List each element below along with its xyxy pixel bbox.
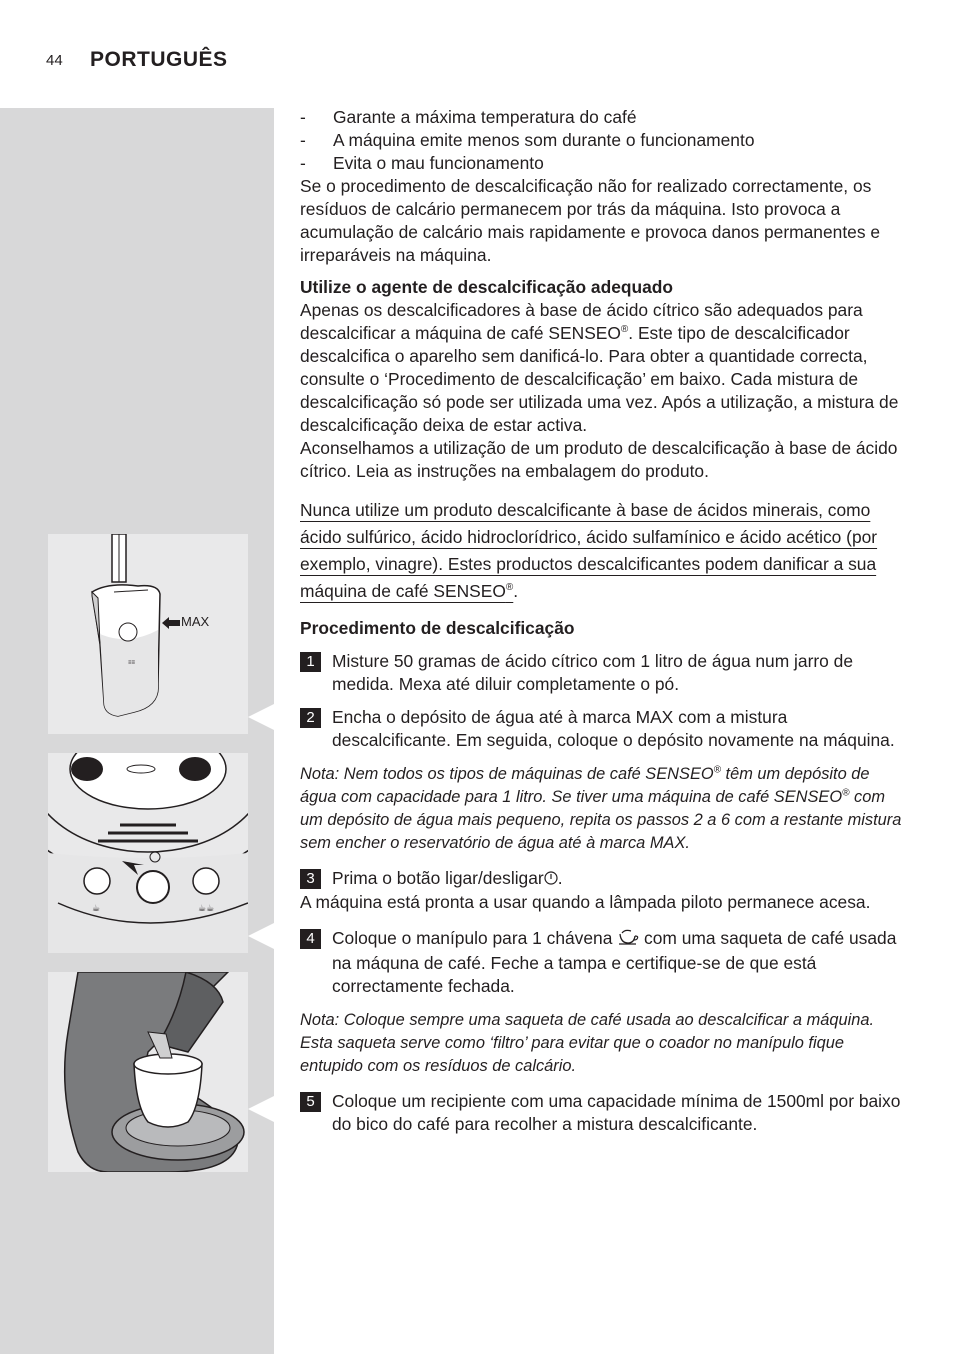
max-arrow-icon — [162, 616, 180, 628]
page-language-title: PORTUGUÊS — [90, 48, 228, 71]
step-2: 2 Encha o depósito de água até à marca MAX com a mistura descalcificante. Em seguida, coloque o depósito novamente na máquina. — [300, 706, 910, 752]
svg-text:☕: ☕ — [92, 904, 101, 914]
svg-text:≡≡: ≡≡ — [128, 660, 136, 666]
section-heading-procedure: Procedimento de descalcificação — [300, 618, 575, 638]
paragraph-citric-acid: Apenas os descalcificadores à base de ácido cítrico são adequados para descalcificar a máquina de café SENSEO®. Este tipo de descalcificador descalcifica o aparelho sem danificá-lo. Para obter a quantidade correcta, consulte o ‘Procedimento de descalcificação’ em baixo. Cada mistura de descalcificação só pode ser utilizada uma vez. Após a utilização, a mistura de descalcificação deixa de estar activa. — [300, 300, 899, 435]
page-number: 44 — [46, 52, 63, 69]
paragraph-recommendation: Aconselhamos a utilização de um produto de descalcificação à base de ácido cítrico. Leia as instruções na embalagem do produto. — [300, 438, 898, 481]
step-number: 4 — [300, 929, 321, 949]
step-1: 1 Misture 50 gramas de ácido cítrico com 1 litro de água num jarro de medida. Mexa até diluir completamente o pó. — [300, 650, 910, 696]
section-heading-agent: Utilize o agente de descalcificação adequado — [300, 277, 674, 297]
warning-mineral-acids: Nunca utilize um produto descalcificante à base de ácidos minerais, como ácido sulfúrico, ácido hidroclorídrico, ácido sulfamínico e ácido acético (por exemplo, vinagre). Estes productos descalcificantes podem danificar a sua máquina de café SENSEO®. — [300, 500, 878, 601]
figure-cup-under-spout — [48, 972, 248, 1172]
step-4: 4 Coloque o manípulo para 1 chávena com uma saqueta de café usada na máquna de café. Feche a tampa e certifique-se de que está correctamente fechada. — [300, 927, 910, 998]
cup-icon — [617, 928, 639, 952]
note-tank-capacity: Nota: Nem todos os tipos de máquinas de café SENSEO® têm um depósito de água com capacidade para 1 litro. Se tiver uma máquina de café SENSEO® com um depósito de água mais pequeno, repita os passos 2 a 6 com a restante mistura sem encher o reservatório de água até à marca MAX. — [300, 764, 902, 852]
figure-power-button — [48, 753, 248, 953]
step-number: 1 — [300, 652, 321, 672]
step-5: 5 Coloque um recipiente com uma capacidade mínima de 1500ml por baixo do bico do café para recolher a mistura descalcificante. — [300, 1090, 910, 1136]
max-label: MAX — [181, 614, 210, 629]
step-number: 5 — [300, 1092, 321, 1112]
note-used-pod: Nota: Coloque sempre uma saqueta de café usada ao descalcificar a máquina. Esta saqueta serve como ‘filtro’ para evitar que o coador no manípulo fique entupido com os resíduos de calcário. — [300, 1011, 875, 1075]
step-number: 3 — [300, 869, 321, 889]
list-item: - Evita o mau funcionamento — [300, 153, 544, 173]
power-icon — [544, 868, 558, 891]
step-3: 3 Prima o botão ligar/desligar . — [300, 867, 910, 891]
list-item: - Garante a máxima temperatura do café — [300, 107, 637, 127]
paragraph-consequences: Se o procedimento de descalcificação não for realizado correctamente, os resíduos de calcário permanecem por trás da máquina. Isto provoca a acumulação de calcário mais rapidamente e provoca danos permanentes e irreparáveis na máquina. — [300, 176, 881, 265]
step-number: 2 — [300, 708, 321, 728]
figure-water-tank — [48, 534, 248, 734]
svg-text:☕☕: ☕☕ — [198, 904, 215, 914]
paragraph-pilot-light: A máquina está pronta a usar quando a lâmpada piloto permanece acesa. — [300, 892, 871, 912]
main-content — [300, 106, 910, 1136]
list-item: - A máquina emite menos som durante o funcionamento — [300, 130, 755, 150]
